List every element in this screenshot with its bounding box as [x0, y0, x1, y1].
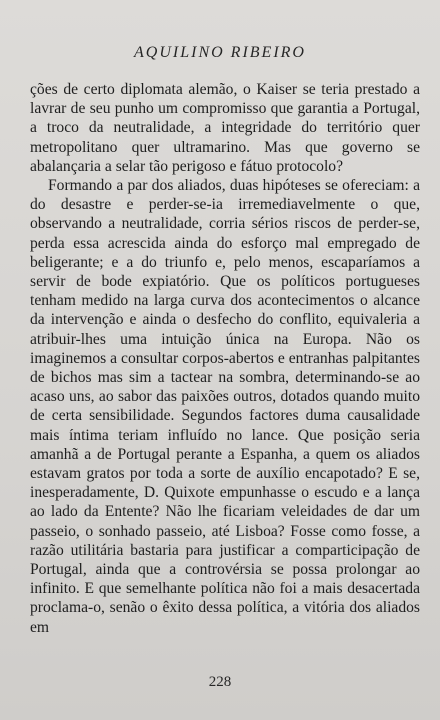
- running-head: AQUILINO RIBEIRO: [134, 44, 306, 61]
- paragraph: Formando a par dos aliados, duas hipóteses se ofereciam: a do desastre e perder-se-ia irremediavelmente o que, observando a neutralidade, corria sérios riscos de perder-se, perda essa acrescida ainda do esforço mal empregado de beligerante; e a do triunfo e, pelo menos, escaparíamos a servir de bode expiatório. Que os políticos portugueses tenham medido na larga curva dos acontecimentos o alcance da intervenção e ainda o desfecho do conflito, equivaleria a atribuir-lhes uma intuição única na Europa. Não os imaginemos a consultar corpos-abertos e entranhas palpitantes de bichos mas sim a tactear na sombra, determinando-se ao acaso uns, ao sabor das paixões outros, dotados quando muito de certa sensibilidade. Segundos factores duma causalidade mais íntima teriam influído no lance. Que posição seria amanhã a de Portugal perante a Espanha, a quem os aliados estavam gratos por toda a sorte de auxílio encapotado? E se, inesperadamente, D. Quixote empunhasse o escudo e a lança ao lado da Entente? Não lhe ficariam veleidades de dar um passeio, o sonhado passeio, até Lisboa? Fosse como fosse, a razão utilitária bastaria para justificar a comparticipação de Portugal, ainda que a controvérsia se possa prolongar ao infinito. E que semelhante política não foi a mais desacertada proclama-o, senão o êxito dessa política, a vitória dos aliados em: [30, 177, 420, 636]
- body-text: [30, 80, 420, 637]
- paragraph: ções de certo diplomata alemão, o Kaiser se teria prestado a lavrar de seu punho um compromisso que garantia a Portugal, a troco da neutralidade, a integridade do território quer metropolitano quer ultramarino. Mas que governo se abalançaria a selar tão perigoso e fátuo protocolo?: [30, 81, 420, 175]
- page-number: 228: [208, 674, 232, 690]
